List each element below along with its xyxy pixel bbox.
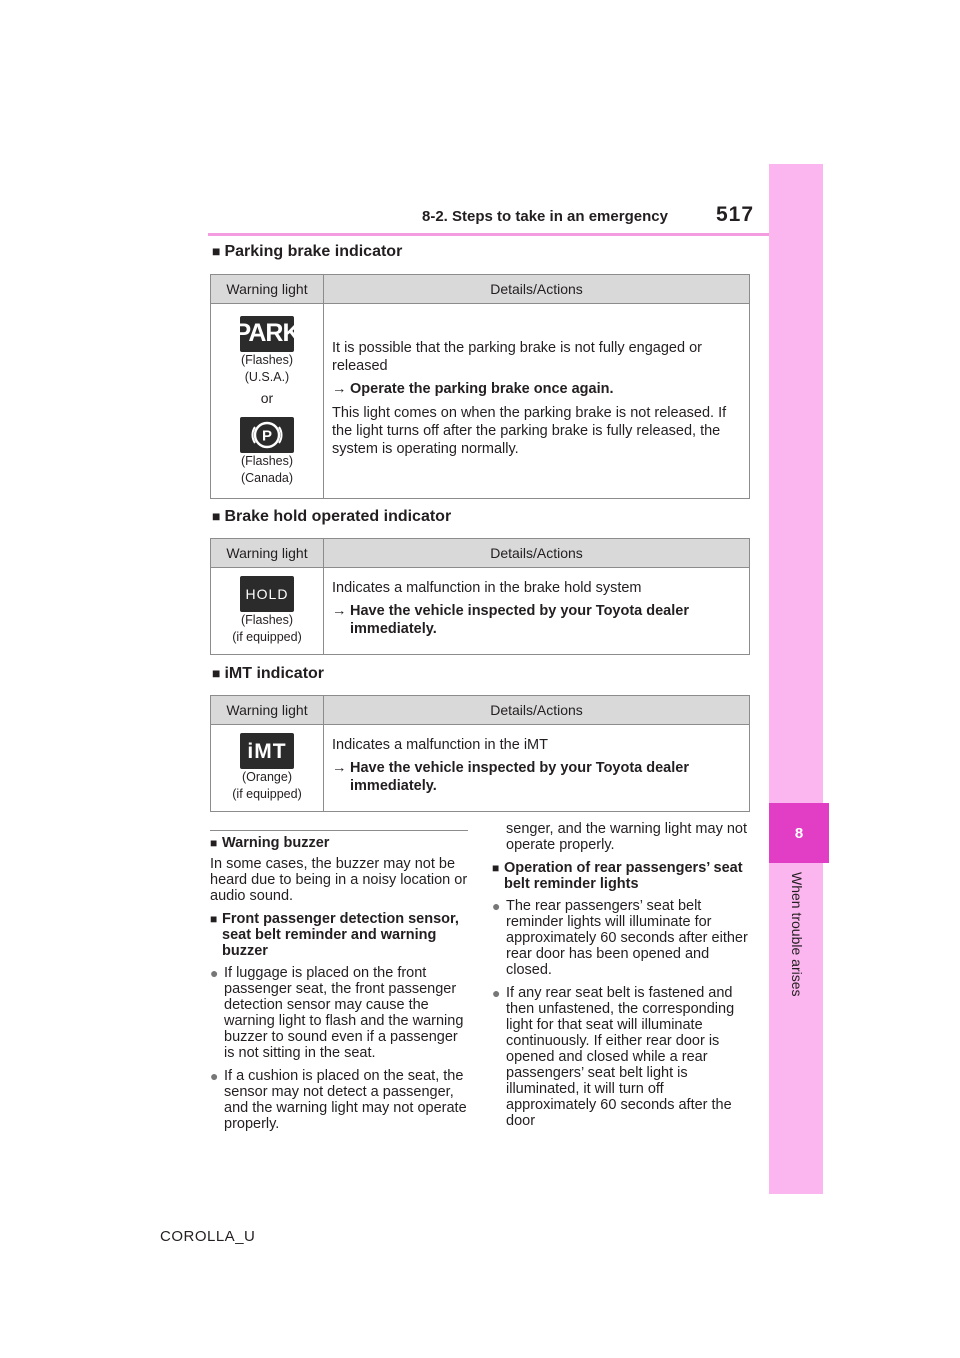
table-row: [211, 725, 750, 812]
arrow-right-icon: →: [332, 759, 347, 776]
section-title-brake-hold: ■ Brake hold operated indicator: [212, 508, 452, 525]
imt-table: [210, 695, 750, 812]
caption-flashes: (Flashes): [240, 352, 294, 367]
table-header-row: [211, 275, 750, 304]
col-details-actions: Details/Actions: [324, 696, 750, 725]
bullet-item: ● If luggage is placed on the front passenger seat, the front passenger detection sensor may cause the warning light to flash and the warning buzzer to sound even if a passenger is not sitting in the seat.: [210, 965, 468, 1068]
action-line: → Have the vehicle inspected by your Toyota dealer immediately.: [332, 759, 689, 794]
action-line: → Operate the parking brake once again.: [332, 381, 614, 397]
col-warning-light: Warning light: [211, 539, 324, 568]
bullet-dot-icon: ●: [210, 965, 219, 981]
action-line: → Have the vehicle inspected by your Toyota dealer immediately.: [332, 602, 689, 637]
notes-right-column: [492, 821, 752, 1136]
square-bullet-icon: ■: [210, 836, 218, 850]
caption-canada: (Canada): [240, 470, 294, 485]
bullet-item: ● The rear passengers’ seat belt reminder lights will illuminate for approximately 60 seconds after either rear door has been opened and closed.: [492, 898, 752, 985]
table-header-row: [211, 539, 750, 568]
notes-divider: [210, 830, 468, 831]
warning-light-cell: [211, 725, 324, 812]
circled-p-indicator-icon: [240, 417, 294, 453]
brake-hold-table: [210, 538, 750, 655]
caption-flashes: (Flashes): [240, 613, 294, 627]
park-indicator-icon: PARK: [240, 316, 294, 352]
note-heading: ■ Front passenger detection sensor, seat belt reminder and warning buzzer: [210, 911, 459, 959]
details-cell: [324, 568, 750, 655]
bullet-dot-icon: ●: [492, 985, 501, 1001]
warning-light-cell: [211, 304, 324, 499]
bullet-dot-icon: ●: [210, 1068, 219, 1084]
arrow-right-icon: →: [332, 602, 347, 619]
table-row: [211, 568, 750, 655]
footer-model-code: COROLLA_U: [160, 1228, 256, 1245]
continued-text: senger, and the warning light may not operate properly.: [506, 821, 748, 853]
page-number: 517: [716, 203, 755, 226]
or-label: or: [260, 389, 274, 406]
note-text: In some cases, the buzzer may not be heard due to being in a noisy location or audio sound.: [210, 856, 468, 904]
details-cell: [324, 725, 750, 812]
chapter-number-box: 8: [769, 803, 829, 863]
chapter-side-tab: [769, 164, 823, 1194]
warning-light-cell: [211, 568, 324, 655]
bullet-item: ● If a cushion is placed on the seat, the sensor may not detect a passenger, and the warning light may not operate properly.: [210, 1068, 467, 1132]
col-warning-light: Warning light: [211, 696, 324, 725]
section-title-imt: ■ iMT indicator: [212, 665, 325, 682]
square-bullet-icon: ■: [212, 243, 221, 259]
detail-text: It is possible that the parking brake is not fully engaged or released: [332, 340, 702, 374]
bullet-item: ● If any rear seat belt is fastened and then unfastened, the corresponding light for that seat will illuminate continuously. If either rear door is opened and closed while a rear passengers’ seat belt light is illuminated, it will turn off approximately 60 seconds after the door: [492, 985, 752, 1136]
square-bullet-icon: ■: [210, 912, 218, 926]
detail-text: Indicates a malfunction in the iMT: [332, 736, 548, 753]
caption-if-equipped: (if equipped): [232, 630, 302, 644]
note-heading: ■ Warning buzzer: [210, 835, 330, 851]
col-warning-light: Warning light: [211, 275, 324, 304]
table-header-row: [211, 696, 750, 725]
caption-flashes: (Flashes): [240, 453, 294, 468]
col-details-actions: Details/Actions: [324, 275, 750, 304]
caption-usa: (U.S.A.): [244, 369, 290, 384]
header-rule: [208, 233, 770, 236]
details-cell: [324, 304, 750, 499]
table-row: [211, 304, 750, 499]
note-heading: ■ Operation of rear passengers’ seat belt reminder lights: [492, 860, 743, 892]
caption-if-equipped: (if equipped): [232, 787, 302, 801]
notes-left-column: [210, 835, 468, 1132]
chapter-label: When trouble arises: [789, 872, 805, 997]
col-details-actions: Details/Actions: [324, 539, 750, 568]
detail-text: Indicates a malfunction in the brake hold system: [332, 579, 642, 596]
svg-text:P: P: [261, 427, 273, 444]
square-bullet-icon: ■: [212, 508, 221, 524]
section-title-parking-brake: ■ Parking brake indicator: [212, 243, 403, 260]
section-header: 8-2. Steps to take in an emergency: [422, 208, 668, 225]
detail-text: This light comes on when the parking brake is not released. If the light turns off after the parking brake is fully released, the system is operating normally.: [332, 405, 727, 457]
parking-brake-table: [210, 274, 750, 499]
imt-indicator-icon: iMT: [240, 733, 294, 769]
hold-indicator-icon: HOLD: [240, 576, 294, 612]
square-bullet-icon: ■: [212, 665, 221, 681]
arrow-right-icon: →: [332, 381, 347, 397]
bullet-dot-icon: ●: [492, 898, 501, 914]
caption-orange: (Orange): [241, 770, 293, 784]
square-bullet-icon: ■: [492, 861, 500, 875]
